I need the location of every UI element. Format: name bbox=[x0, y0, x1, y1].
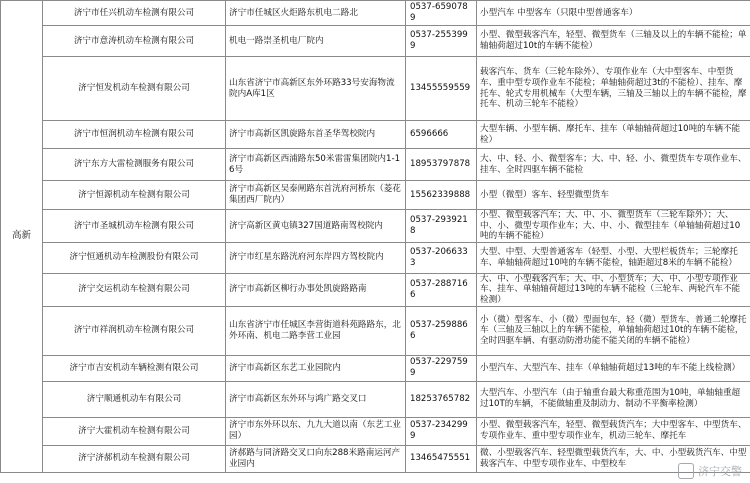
inspection-scope-cell: 小型、微型载客汽车，轻型、微型载货汽车；大中型客车、中型货车、专项作业车、重中型专项作业车，机动三轮车、摩托车 bbox=[477, 417, 750, 445]
inspection-scope-cell: 大、中、轻、小、微型客车；大、中、轻、小、微型货车专项作业车、挂车、全时四驱车辆不能检 bbox=[477, 149, 750, 181]
inspection-scope-cell: 小型、微型载客汽车；大、中、小、微型货车（三轮车除外）；大、中、小、微型专项作业车；大、中、小、微型挂车（单轴轴荷超过10吨的车辆不能检） bbox=[477, 210, 750, 243]
phone-cell: 13465475551 bbox=[406, 445, 477, 472]
address-cell: 济宁市东外环以东、九九大道以南（东艺工业园） bbox=[226, 417, 406, 445]
district-cell: 高新 bbox=[1, 1, 43, 473]
inspection-scope-cell: 小型、微型载客汽车，轻型、微型货车（三轴及以上的车辆不能检；单轴轴荷超过10t的车辆不能检） bbox=[477, 26, 750, 57]
phone-cell: 0537-2553999 bbox=[406, 26, 477, 57]
watermark bbox=[678, 463, 742, 479]
company-name-cell: 济宁恒源机动车检测有限公司 bbox=[43, 181, 226, 210]
address-cell: 山东省济宁市任城区李营街道科苑路路东，北外环南、机电二路李营工业园 bbox=[226, 306, 406, 355]
inspection-scope-cell: 大型车辆、小型车辆、摩托车、挂车（单轴轴荷超过10吨的车辆不能检） bbox=[477, 121, 750, 149]
inspection-scope-cell: 载客汽车、货车（三轮车除外）、专项作业车（大中型客车、中型货车、重中型专项作业车不能检；单轴轴荷超过3t的不能检）、挂车、摩托车、轮式专用机械车（大型车辆，三轴及三轴以上的车辆不能检，摩托车、机动三轮车不能检） bbox=[477, 57, 750, 121]
address-cell: 济郝路与同济路交叉口向东288米路南运河产业园内 bbox=[226, 445, 406, 472]
wechat-icon bbox=[678, 463, 694, 479]
inspection-scope-cell: 小（微）型客车、小（微）型面包车，轻（微）型货车、普通二轮摩托车（三轴及三轴以上的车辆不能检，单轴轴荷超过10t的车辆不能检，全时四驱车辆、有驱动防滑功能不能关闭的车辆不能检） bbox=[477, 306, 750, 355]
address-cell: 济宁高新区黄屯镇327国道路南驾校院内 bbox=[226, 210, 406, 243]
company-name-cell: 济宁市吉安机动车辆检测有限公司 bbox=[43, 355, 226, 381]
watermark-text: 济宁交警 bbox=[698, 465, 742, 478]
phone-cell: 0537-2066333 bbox=[406, 242, 477, 273]
company-name-cell: 济宁市意涛机动车检测有限公司 bbox=[43, 26, 226, 57]
address-cell: 济宁市高新区东艺工业园院内 bbox=[226, 355, 406, 381]
phone-cell: 0537-2342999 bbox=[406, 417, 477, 445]
phone-cell: 0537-2887166 bbox=[406, 273, 477, 306]
inspection-scope-cell: 大、中、小型载客汽车；大、中、小型货车；大、中、小型专项作业车、挂车、单轴轴荷超过13吨的车辆不能检（三轮车、两轮汽车不能检测） bbox=[477, 273, 750, 306]
company-name-cell: 济宁市恒润机动车检测有限公司 bbox=[43, 121, 226, 149]
inspection-scope-cell: 小型汽车、大型汽车、挂车（单轴轴荷超过13吨的车不能上线检测） bbox=[477, 355, 750, 381]
phone-cell: 13455559559 bbox=[406, 57, 477, 121]
phone-cell: 0537-2598866 bbox=[406, 306, 477, 355]
address-cell: 机电一路崇圣机电厂院内 bbox=[226, 26, 406, 57]
table-row bbox=[1, 57, 750, 121]
company-name-cell: 济宁市任兴机动车检测有限公司 bbox=[43, 1, 226, 26]
phone-cell: 15562339888 bbox=[406, 181, 477, 210]
inspection-scope-cell: 大型、中型、大型普通客车（轻型、小型、大型栏板货车；三轮摩托车、单轴轴荷超过10吨的车辆不能检，轴距超过8米的车辆不能检） bbox=[477, 242, 750, 273]
table-row bbox=[1, 121, 750, 149]
phone-cell: 6596666 bbox=[406, 121, 477, 149]
table-row bbox=[1, 242, 750, 273]
table-row bbox=[1, 210, 750, 243]
table-row bbox=[1, 273, 750, 306]
table-row bbox=[1, 26, 750, 57]
company-name-cell: 济宁交运机动车检测有限公司 bbox=[43, 273, 226, 306]
phone-cell: 0537-6590789 bbox=[406, 1, 477, 26]
company-name-cell: 济宁东方大雷检测服务有限公司 bbox=[43, 149, 226, 181]
inspection-scope-cell: 大型汽车、小型汽车（由于轴重台最大称重范围为10吨，单轴轴重超过10T的车辆，不能做轴重及制动力、制动不平衡率检测） bbox=[477, 381, 750, 417]
table-row bbox=[1, 381, 750, 417]
table-row bbox=[1, 445, 750, 472]
phone-cell: 18953797878 bbox=[406, 149, 477, 181]
phone-cell: 0537-2939218 bbox=[406, 210, 477, 243]
company-name-cell: 济宁市圣城机动车检测有限公司 bbox=[43, 210, 226, 243]
table-row bbox=[1, 355, 750, 381]
phone-cell: 0537-2297599 bbox=[406, 355, 477, 381]
table-row bbox=[1, 1, 750, 26]
address-cell: 济宁市任城区火炬路东机电二路北 bbox=[226, 1, 406, 26]
address-cell: 济宁市高新区吴泰闸路东首洸府河桥东（菱花集团西厂院内） bbox=[226, 181, 406, 210]
address-cell: 济宁市高新区东外环与鸿广路交叉口 bbox=[226, 381, 406, 417]
inspection-scope-cell: 微、小型载客汽车、轻型微型载货汽车，大、中、小型载货汽车、中型载客汽车、中型专项作业车、中型校车 bbox=[477, 445, 750, 472]
address-cell: 济宁市高新区凯旋路东首圣华驾校院内 bbox=[226, 121, 406, 149]
table-row bbox=[1, 417, 750, 445]
address-cell: 济宁市高新区柳行办事处凯旋路路南 bbox=[226, 273, 406, 306]
inspection-scope-cell: 小型（微型）客车、轻型微型货车 bbox=[477, 181, 750, 210]
phone-cell: 18253765782 bbox=[406, 381, 477, 417]
table-row bbox=[1, 181, 750, 210]
address-cell: 济宁市高新区西浦路东50米雷雷集团院内1-16号 bbox=[226, 149, 406, 181]
company-name-cell: 济宁市祥润机动车检测有限公司 bbox=[43, 306, 226, 355]
company-name-cell: 济宁顺通机动车有限公司 bbox=[43, 381, 226, 417]
table-row bbox=[1, 306, 750, 355]
table-row bbox=[1, 149, 750, 181]
address-cell: 山东省济宁市高新区东外环路33号安海物流院内A库1区 bbox=[226, 57, 406, 121]
company-name-cell: 济宁恒通机动车检测股份有限公司 bbox=[43, 242, 226, 273]
inspection-scope-cell: 小型汽车 中型客车（只限中型普通客车） bbox=[477, 1, 750, 26]
company-name-cell: 济宁大霍机动车检测有限公司 bbox=[43, 417, 226, 445]
address-cell: 济宁市红星东路洸府河东岸四方驾校院内 bbox=[226, 242, 406, 273]
company-name-cell: 济宁济郝机动车检测有限公司 bbox=[43, 445, 226, 472]
company-name-cell: 济宁恒发机动车检测有限公司 bbox=[43, 57, 226, 121]
